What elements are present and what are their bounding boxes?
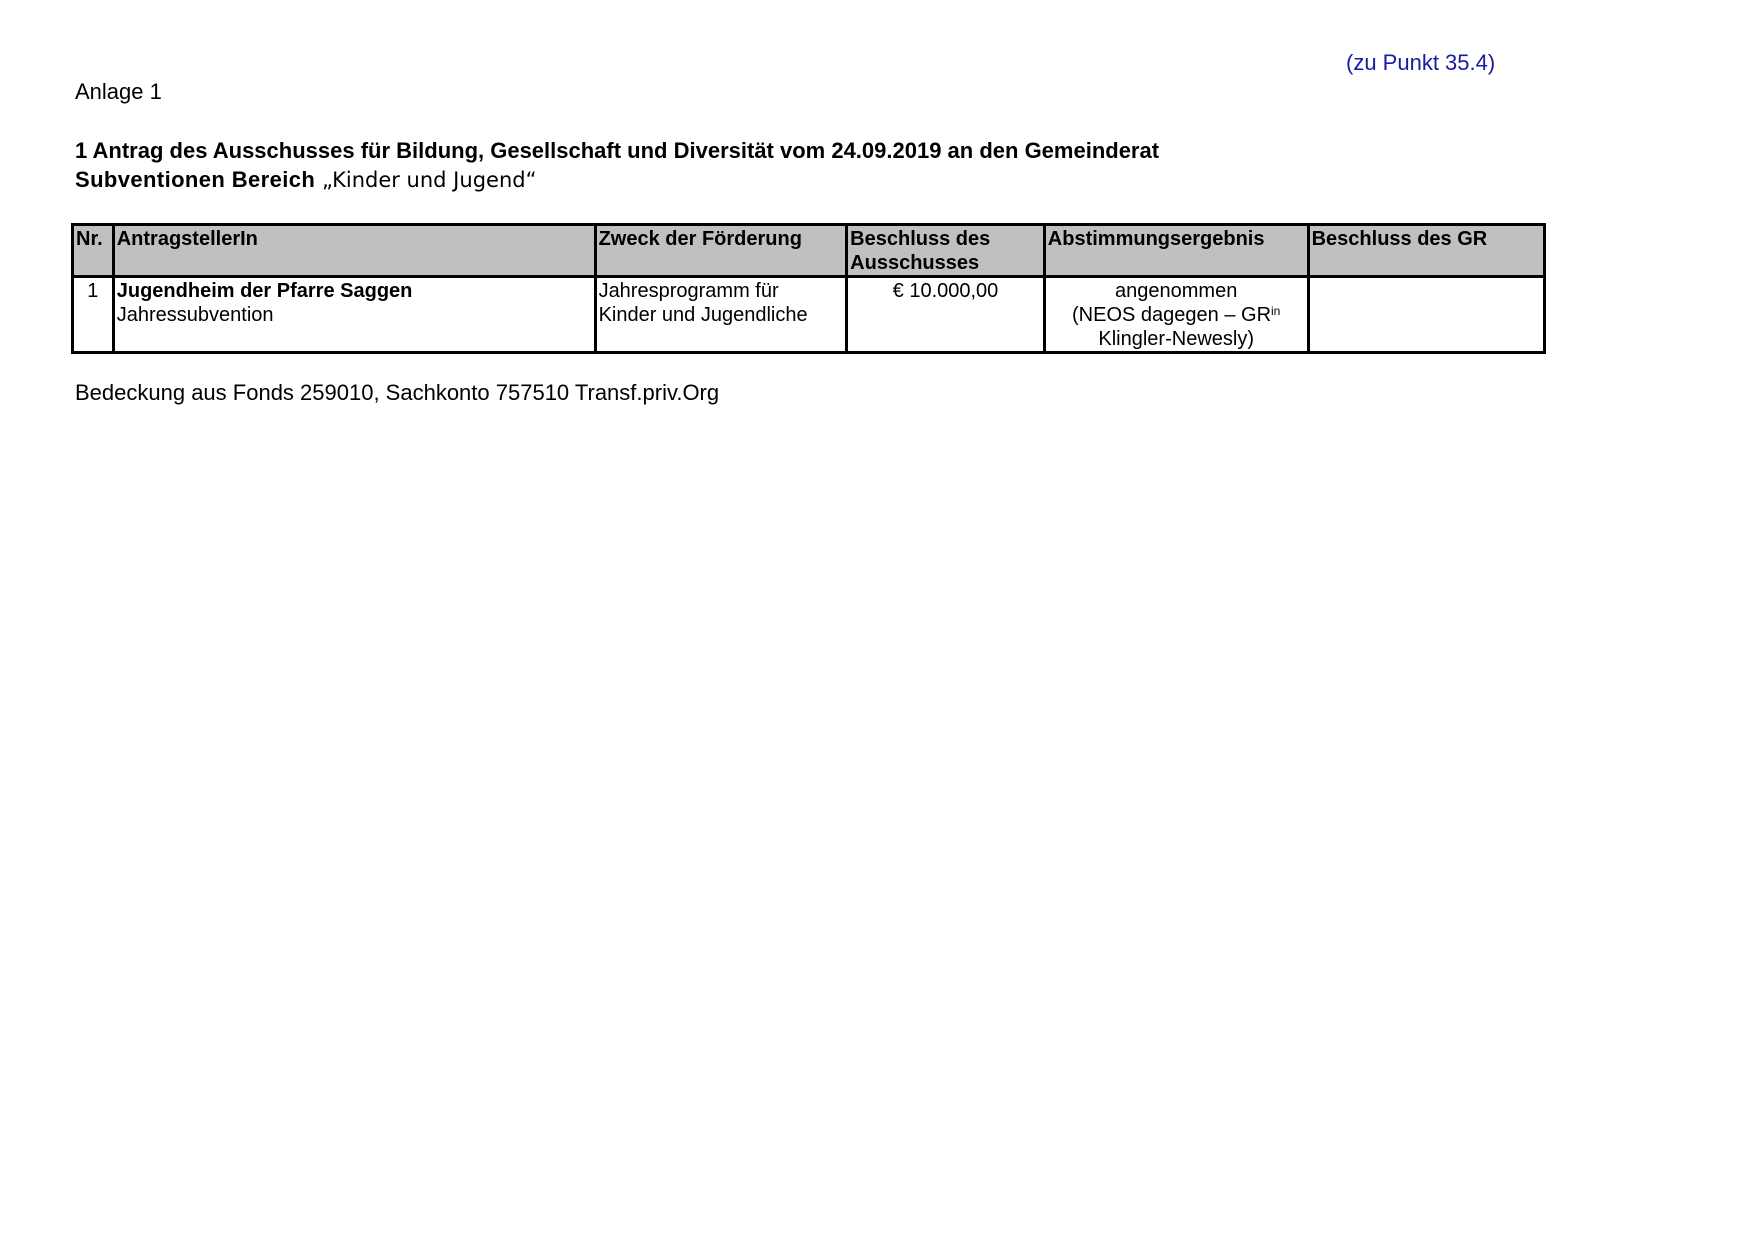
vote-result-line-2-text: (NEOS dagegen – GR	[1072, 304, 1272, 326]
table-header-row	[73, 225, 1545, 277]
column-header-purpose: Zweck der Förderung	[595, 225, 847, 277]
subtitle-quoted-part: „Kinder und Jugend“	[315, 168, 537, 192]
vote-result-line-1: angenommen	[1115, 280, 1238, 302]
attachment-label: Anlage 1	[75, 79, 162, 104]
table-row	[73, 277, 1545, 353]
subsidy-table	[71, 223, 1546, 354]
column-header-council-decision: Beschluss des GR	[1308, 225, 1544, 277]
cell-purpose	[595, 277, 847, 353]
column-header-committee-decision: Beschluss des Ausschusses	[847, 225, 1045, 277]
purpose-line-1: Jahresprogramm für	[598, 280, 779, 302]
column-header-nr: Nr.	[73, 225, 114, 277]
cell-vote-result	[1044, 277, 1308, 353]
vote-result-line-3: Klingler-Newesly)	[1098, 328, 1254, 350]
vote-result-line-2	[1048, 303, 1305, 327]
applicant-name: Jugendheim der Pfarre Saggen	[116, 280, 413, 302]
vote-result-superscript: in	[1271, 304, 1281, 318]
column-header-applicant: AntragstellerIn	[113, 225, 595, 277]
coverage-note: Bedeckung aus Fonds 259010, Sachkonto 757510 Transf.priv.Org	[75, 380, 720, 405]
document-subtitle	[75, 167, 536, 193]
cell-council-decision	[1308, 277, 1544, 353]
cell-nr: 1	[73, 277, 114, 353]
agenda-reference: (zu Punkt 35.4)	[1346, 50, 1496, 75]
applicant-detail: Jahressubvention	[116, 304, 274, 326]
cell-committee-decision: € 10.000,00	[847, 277, 1045, 353]
cell-applicant	[113, 277, 595, 353]
column-header-vote-result: Abstimmungsergebnis	[1044, 225, 1308, 277]
purpose-line-2: Kinder und Jugendliche	[598, 304, 808, 326]
subtitle-bold-part: Subventionen Bereich	[75, 167, 316, 192]
document-title: 1 Antrag des Ausschusses für Bildung, Gesellschaft und Diversität vom 24.09.2019 an den Gemeinderat	[75, 138, 1160, 163]
